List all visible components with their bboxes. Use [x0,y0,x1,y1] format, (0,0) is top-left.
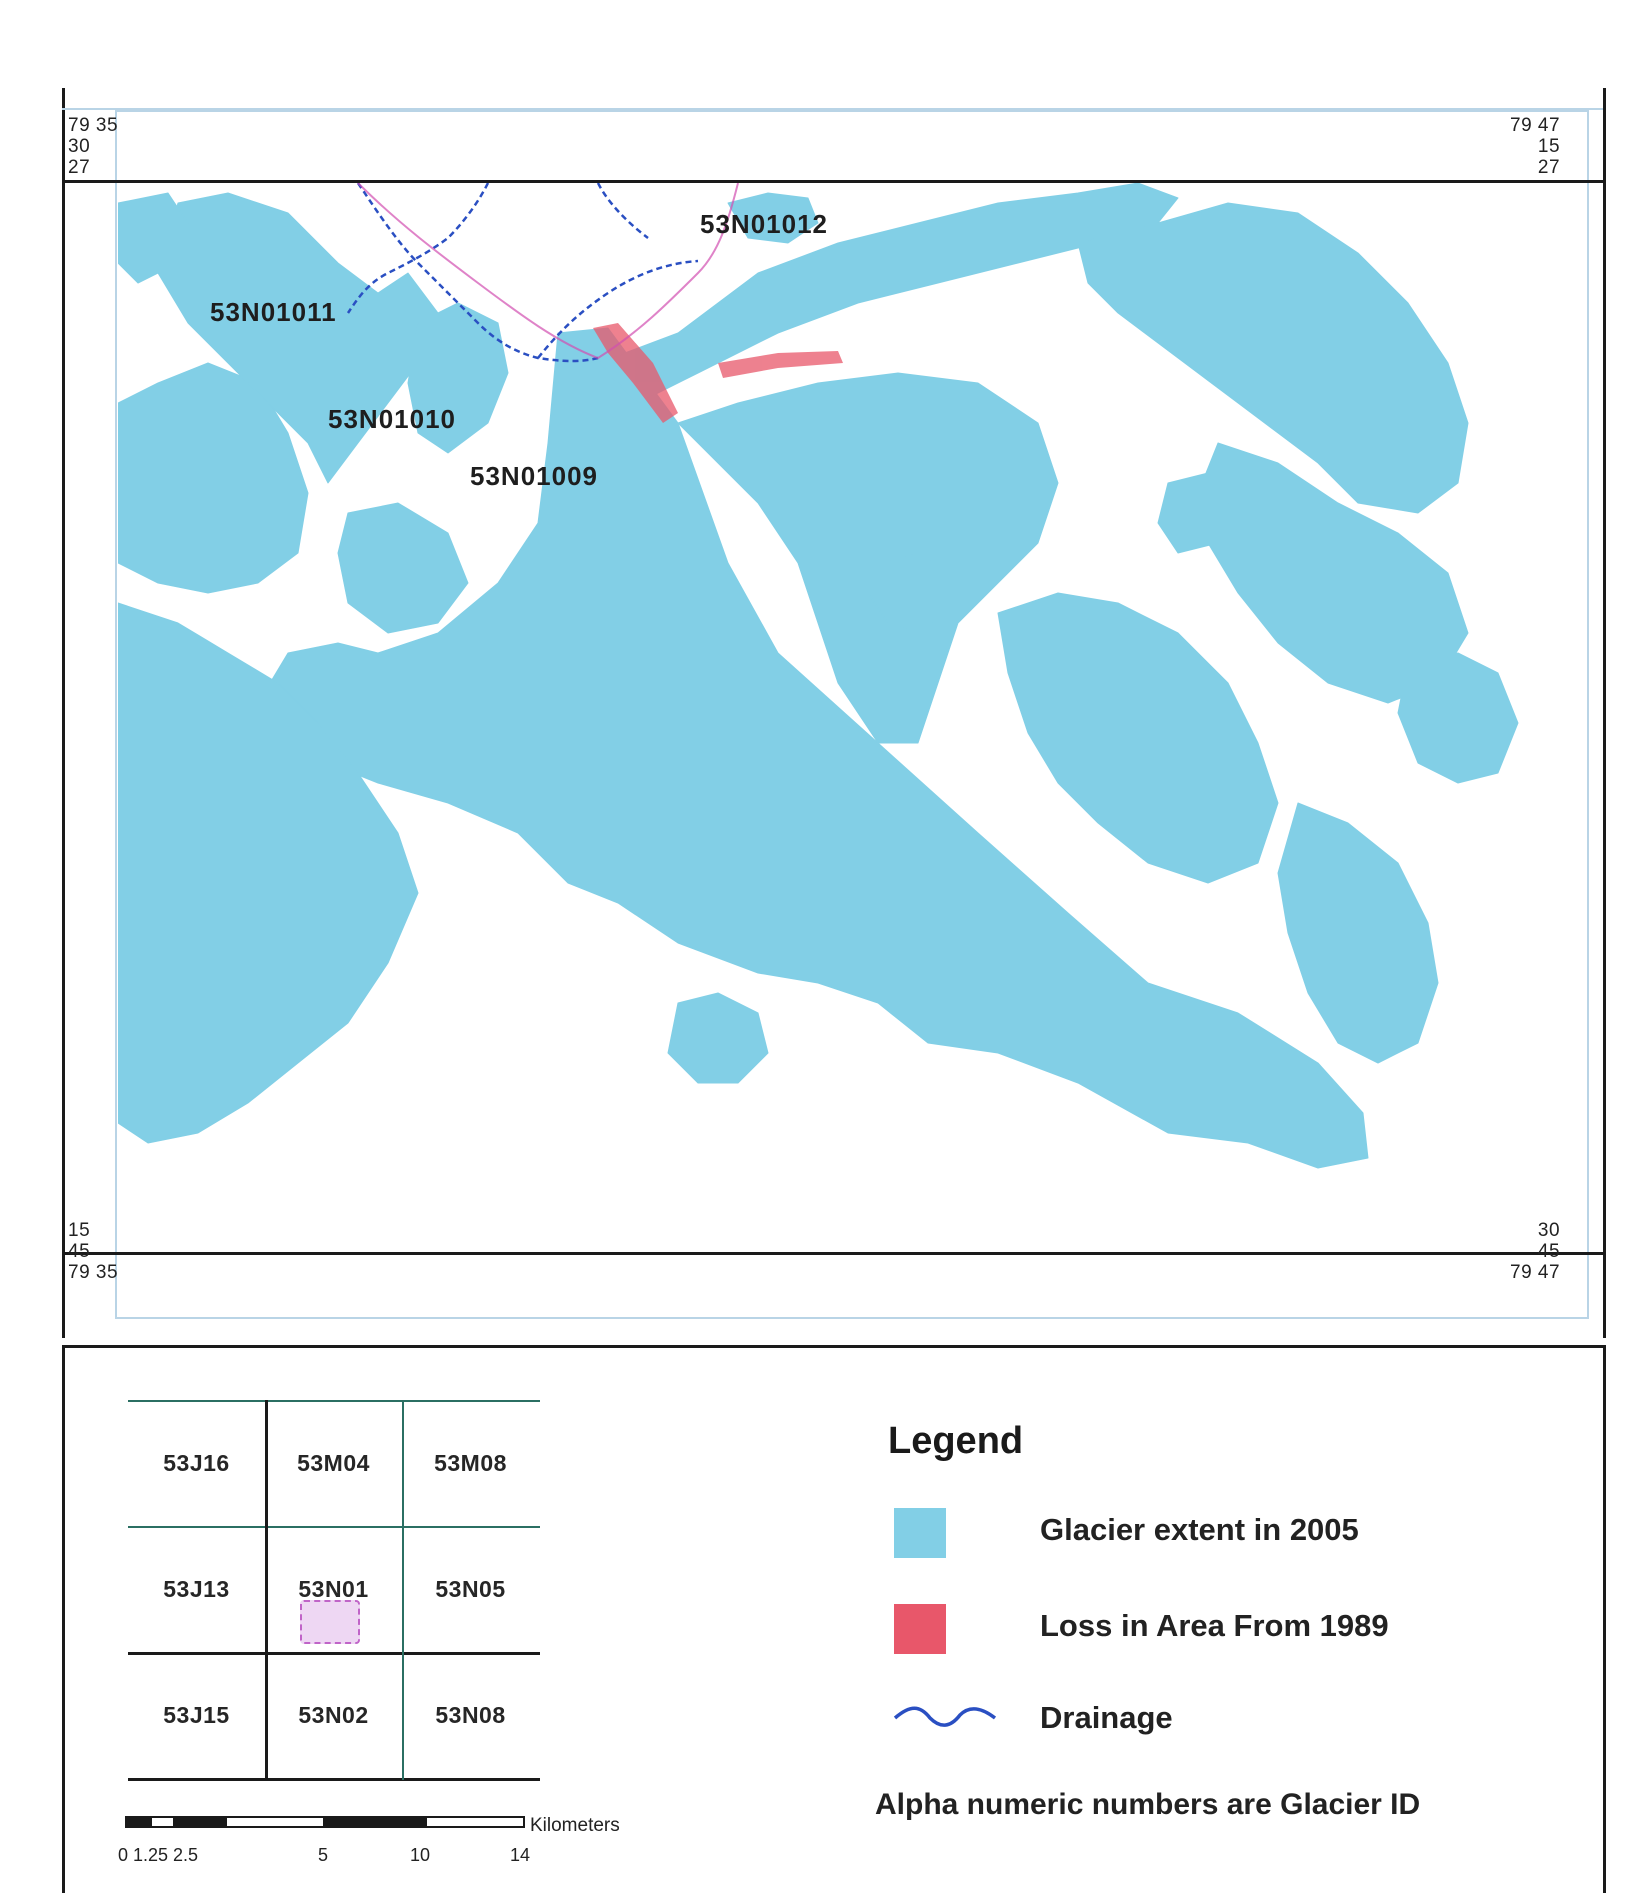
coord-top-right: 79 47 15 27 [1510,115,1561,178]
scale-bar-segment [150,1816,175,1828]
legend-note: Alpha numeric numbers are Glacier ID [875,1788,1421,1821]
index-sheet-label: 53M04 [297,1449,370,1476]
index-sheet-label: 53J16 [163,1449,230,1476]
glacier-south-small [668,993,768,1083]
index-grid-line [128,1778,540,1781]
scale-bar-segment [425,1816,525,1828]
index-sheet-label: 53M08 [434,1449,507,1476]
glacier-id-label: 53N01010 [328,404,456,434]
scale-bar [125,1816,525,1830]
drainage-legend-icon [890,1700,1000,1730]
glacier-east-mid [998,593,1278,883]
scale-bar-tick: 14 [510,1845,531,1865]
loss-patch-east [718,351,843,378]
glacier-far-east [1398,653,1518,783]
glacier-map[interactable] [118,183,1583,1250]
index-sheet-label: 53J15 [163,1701,230,1728]
index-sheet-label: 53J13 [163,1575,230,1602]
coord-top-left: 79 35 30 27 [68,115,119,178]
scale-bar-segment [325,1816,425,1828]
glacier-se-lobe [1278,803,1438,1063]
glacier-id-label: 53N01012 [700,209,828,239]
glacier-id-label: 53N01011 [210,297,337,327]
drainage-line-4 [598,183,648,238]
glacier-id-label: 53N01009 [470,461,598,491]
scale-bar-unit: Kilometers [530,1815,620,1836]
scale-bar-tick: 5 [318,1845,329,1865]
scale-bar-tick: 0 1.25 2.5 [118,1845,199,1865]
glacier-ne-tongue [598,183,1178,403]
legend-item-label: Drainage [1040,1700,1173,1735]
legend-title: Legend [888,1420,1024,1462]
glacier-center-small [338,503,468,633]
legend-item-label: Loss in Area From 1989 [1040,1608,1389,1643]
glacier-extent-layer [118,183,1518,1168]
scale-bar-segment [125,1816,150,1828]
coord-bottom-left: 15 45 79 35 [68,1220,119,1283]
index-sheet-label: 53N05 [435,1575,506,1602]
index-sheet-label: 53N01 [298,1575,369,1602]
scale-bar-segment [175,1816,225,1828]
index-map [128,1400,540,1780]
legend-item-label: Glacier extent in 2005 [1040,1512,1359,1547]
index-sheet-label: 53N02 [298,1701,369,1728]
legend-loss-swatch [894,1604,946,1654]
index-sheet-label: 53N08 [435,1701,506,1728]
legend-glacier-swatch [894,1508,946,1558]
scale-bar-tick: 10 [410,1845,431,1865]
map-bottom-border [62,1252,1603,1255]
area-of-interest-marker [300,1600,360,1644]
coord-bottom-right: 30 45 79 47 [1510,1220,1561,1283]
scale-bar-segment [225,1816,325,1828]
